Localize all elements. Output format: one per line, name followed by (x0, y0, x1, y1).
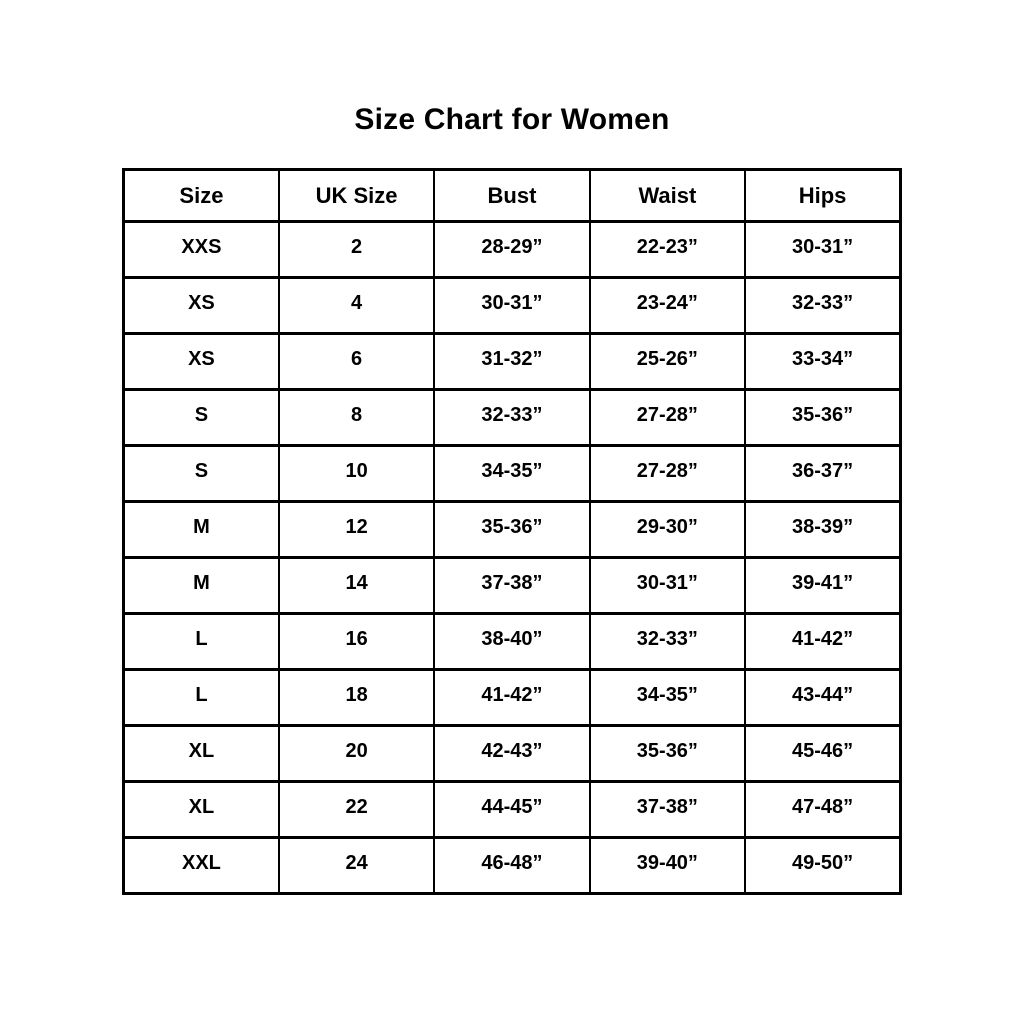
column-header: Hips (745, 170, 900, 222)
table-cell: XL (124, 726, 279, 782)
table-cell: 39-40” (590, 838, 745, 894)
table-cell: 34-35” (434, 446, 589, 502)
table-cell: XL (124, 782, 279, 838)
table-cell: 47-48” (745, 782, 900, 838)
header-row (124, 170, 901, 222)
table-row (124, 670, 901, 726)
table-cell: 32-33” (434, 390, 589, 446)
size-chart-table (122, 168, 902, 895)
table-cell: M (124, 558, 279, 614)
table-cell: XXS (124, 222, 279, 278)
table-cell: XS (124, 334, 279, 390)
table-cell: 42-43” (434, 726, 589, 782)
table-body (124, 222, 901, 894)
table-cell: 46-48” (434, 838, 589, 894)
table-cell: 4 (279, 278, 434, 334)
table-row (124, 334, 901, 390)
table-cell: 20 (279, 726, 434, 782)
table-row (124, 838, 901, 894)
column-header: Waist (590, 170, 745, 222)
page-title: Size Chart for Women (354, 103, 670, 136)
table-header (124, 170, 901, 222)
table-cell: 49-50” (745, 838, 900, 894)
table-cell: 29-30” (590, 502, 745, 558)
table-cell: 45-46” (745, 726, 900, 782)
table-cell: 37-38” (590, 782, 745, 838)
table-cell: 30-31” (745, 222, 900, 278)
table-cell: 27-28” (590, 446, 745, 502)
table-cell: 30-31” (434, 278, 589, 334)
table-row (124, 278, 901, 334)
table-cell: 6 (279, 334, 434, 390)
table-row (124, 222, 901, 278)
table-cell: 37-38” (434, 558, 589, 614)
table-cell: S (124, 390, 279, 446)
table-cell: 35-36” (434, 502, 589, 558)
table-cell: 41-42” (434, 670, 589, 726)
table-row (124, 390, 901, 446)
table-cell: 28-29” (434, 222, 589, 278)
table-cell: 34-35” (590, 670, 745, 726)
table-cell: 43-44” (745, 670, 900, 726)
table-cell: 24 (279, 838, 434, 894)
table-cell: 33-34” (745, 334, 900, 390)
table-cell: XS (124, 278, 279, 334)
table-cell: 22-23” (590, 222, 745, 278)
table-row (124, 446, 901, 502)
table-row (124, 502, 901, 558)
table-cell: 38-40” (434, 614, 589, 670)
table-cell: 39-41” (745, 558, 900, 614)
table-row (124, 558, 901, 614)
table-cell: 12 (279, 502, 434, 558)
table-cell: 35-36” (745, 390, 900, 446)
table-cell: 38-39” (745, 502, 900, 558)
table-row (124, 614, 901, 670)
table-cell: 14 (279, 558, 434, 614)
column-header: Size (124, 170, 279, 222)
table-cell: S (124, 446, 279, 502)
table-row (124, 782, 901, 838)
table-cell: L (124, 614, 279, 670)
table-cell: 23-24” (590, 278, 745, 334)
table-cell: 2 (279, 222, 434, 278)
table-cell: 27-28” (590, 390, 745, 446)
table-row (124, 726, 901, 782)
table-cell: 16 (279, 614, 434, 670)
table-cell: 30-31” (590, 558, 745, 614)
table-cell: 44-45” (434, 782, 589, 838)
table-cell: 36-37” (745, 446, 900, 502)
table-cell: 22 (279, 782, 434, 838)
table-cell: M (124, 502, 279, 558)
table-cell: 31-32” (434, 334, 589, 390)
table-cell: 41-42” (745, 614, 900, 670)
table-cell: 8 (279, 390, 434, 446)
table-cell: 18 (279, 670, 434, 726)
table-cell: L (124, 670, 279, 726)
table-cell: 10 (279, 446, 434, 502)
table-cell: 35-36” (590, 726, 745, 782)
table-cell: XXL (124, 838, 279, 894)
column-header: Bust (434, 170, 589, 222)
table-cell: 25-26” (590, 334, 745, 390)
column-header: UK Size (279, 170, 434, 222)
table-cell: 32-33” (590, 614, 745, 670)
table-cell: 32-33” (745, 278, 900, 334)
